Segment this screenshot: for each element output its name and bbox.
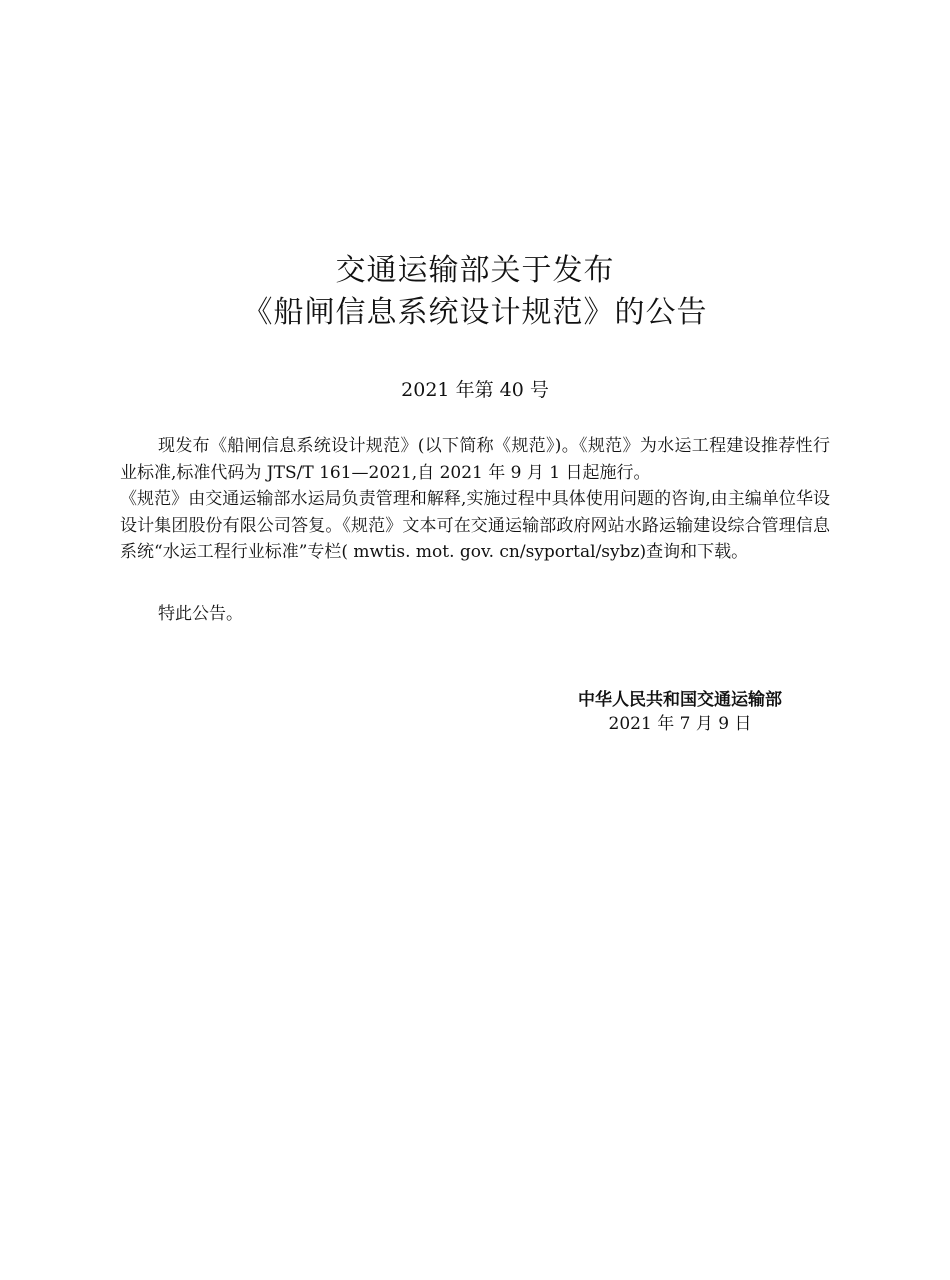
title-line-2: 《船闸信息系统设计规范》的公告 xyxy=(242,295,708,330)
title-line-1: 交通运输部关于发布 xyxy=(335,253,615,288)
paragraph-management: 《规范》由交通运输部水运局负责管理和解释,实施过程中具体使用问题的咨询,由主编单位华设设计集团股份有限公司答复。《规范》文本可在交通运输部政府网站水路运输建设综合管理信息系统“水运工程行业标准”专栏( mwtis. mot. gov. cn/syportal/sybz)查询和下载。 xyxy=(120,489,830,562)
signature-organization: 中华人民共和国交通运输部 xyxy=(578,690,782,710)
document-number: 2021 年第 40 号 xyxy=(401,379,549,401)
paragraph-closing: 特此公告。 xyxy=(158,604,243,624)
signature-date: 2021 年 7 月 9 日 xyxy=(608,714,752,734)
paragraph-publication: 现发布《船闸信息系统设计规范》(以下简称《规范》)。《规范》为水运工程建设推荐性行业标准,标准代码为 JTS/T 161—2021,自 2021 年 9 月 1 日起施行。 xyxy=(120,436,830,483)
